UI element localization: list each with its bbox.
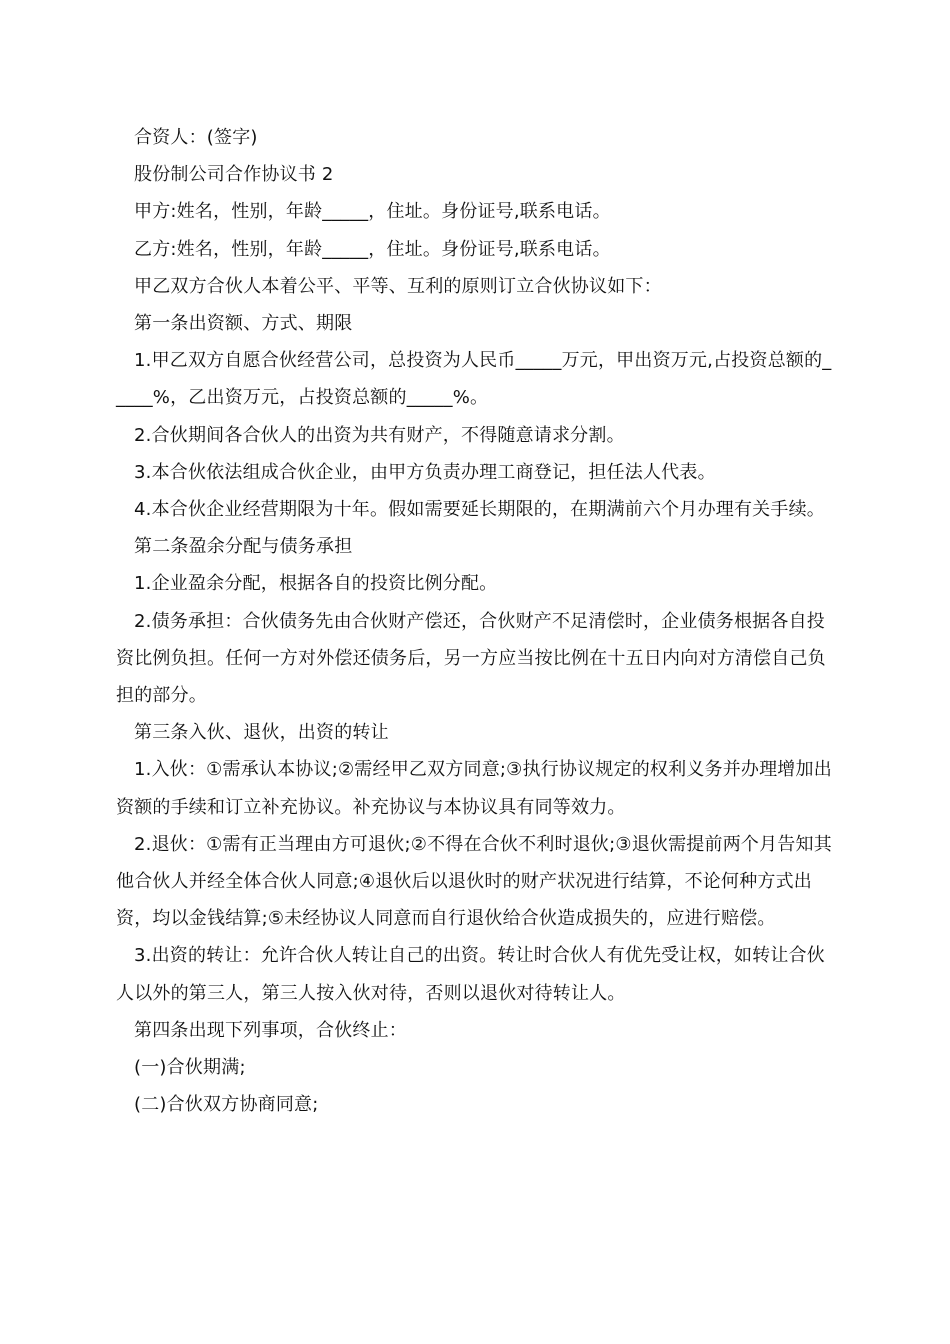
article-3-heading: 第三条入伙、退伙，出资的转让 bbox=[134, 722, 389, 744]
article-1-clause-4: 4.本合伙企业经营期限为十年。假如需要延长期限的，在期满前六个月办理有关手续。 bbox=[134, 499, 825, 521]
document-body bbox=[116, 119, 838, 1123]
article-2-clause-2: 2.债务承担：合伙债务先由合伙财产偿还，合伙财产不足清偿时，企业债务根据各自投资比例负担。任何一方对外偿还债务后，另一方应当按比例在十五日内向对方清偿自己负担的部分。 bbox=[116, 610, 826, 707]
party-a-info: 甲方:姓名，性别，年龄_____，住址。身份证号,联系电话。 bbox=[134, 201, 611, 223]
party-b-info: 乙方:姓名，性别，年龄_____，住址。身份证号,联系电话。 bbox=[134, 238, 611, 260]
article-4-item-1: (一)合伙期满; bbox=[134, 1057, 246, 1079]
preamble: 甲乙双方合伙人本着公平、平等、互利的原则订立合伙协议如下： bbox=[134, 275, 662, 297]
document-title: 股份制公司合作协议书 2 bbox=[134, 164, 334, 186]
article-1-clause-3: 3.本合伙依法组成合伙企业，由甲方负责办理工商登记，担任法人代表。 bbox=[134, 461, 716, 483]
signature-line: 合资人：(签字) bbox=[134, 127, 258, 148]
article-3-clause-1: 1.入伙：①需承认本协议;②需经甲乙双方同意;③执行协议规定的权利义务并办理增加出资额的手续和订立补充协议。补充协议与本协议具有同等效力。 bbox=[116, 759, 832, 818]
article-1-heading: 第一条出资额、方式、期限 bbox=[134, 313, 353, 335]
article-3-clause-2: 2.退伙：①需有正当理由方可退伙;②不得在合伙不利时退伙;③退伙需提前两个月告知其他合伙人并经全体合伙人同意;④退伙后以退伙时的财产状况进行结算，不论何种方式出资，均以金钱结算;⑤未经协议人同意而自行退伙给合伙造成损失的，应进行赔偿。 bbox=[116, 833, 832, 930]
article-3-clause-3: 3.出资的转让：允许合伙人转让自己的出资。转让时合伙人有优先受让权，如转让合伙人以外的第三人，第三人按入伙对待，否则以退伙对待转让人。 bbox=[116, 945, 825, 1004]
article-1-clause-2: 2.合伙期间各合伙人的出资为共有财产，不得随意请求分割。 bbox=[134, 424, 625, 446]
article-1-clause-1: 1.甲乙双方自愿合伙经营公司，总投资为人民币_____万元，甲出资万元,占投资总额的_____%，乙出资万元，占投资总额的_____%。 bbox=[116, 350, 832, 409]
article-2-heading: 第二条盈余分配与债务承担 bbox=[134, 536, 353, 558]
article-2-clause-1: 1.企业盈余分配，根据各自的投资比例分配。 bbox=[134, 573, 498, 595]
article-4-item-2: (二)合伙双方协商同意; bbox=[134, 1094, 319, 1116]
article-4-heading: 第四条出现下列事项，合伙终止： bbox=[134, 1019, 407, 1041]
